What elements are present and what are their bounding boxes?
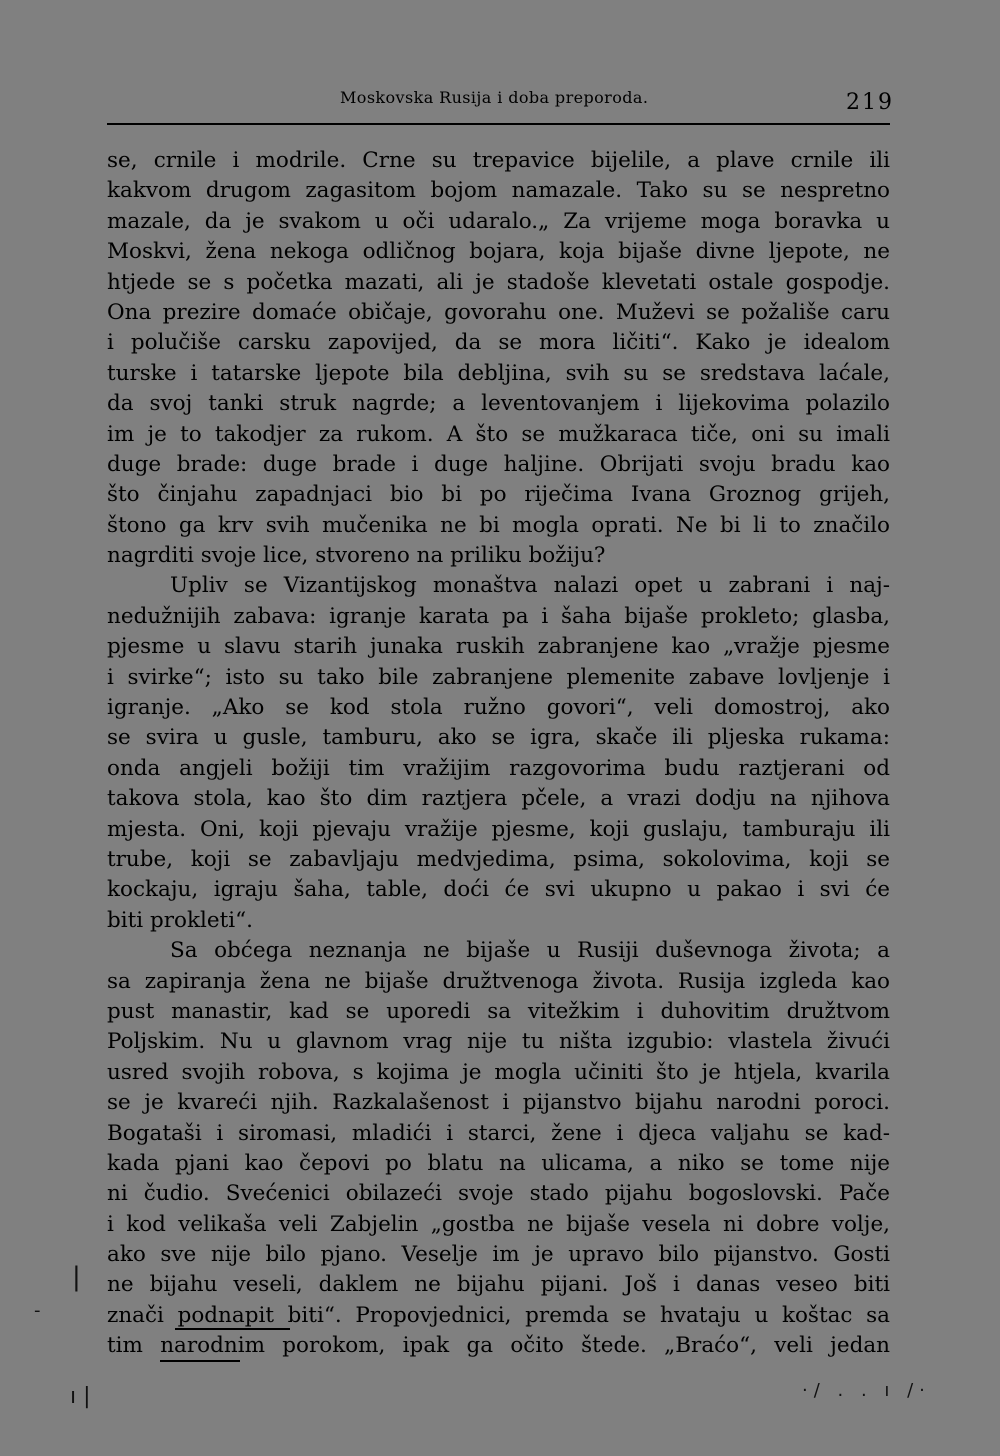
text-line: znači podnapit biti“. Propovjednici, premda se hvataju u koštac sa [107,1302,890,1328]
text-line: se svira u gusle, tamburu, ako se igra, skače ili pljeska rukama: [107,725,890,751]
text-line: trube, koji se zabavljaju medvjedima, psima, sokolovima, koji se [107,846,890,872]
margin-pencil-mark: ı | [70,1384,91,1409]
text-line: igranje. „Ako se kod stola ružno govori“, veli domostroj, ako [107,695,890,721]
text-line: usred svojih robova, s kojima je mogla učiniti što je htjela, kvarila [107,1059,890,1085]
text-line: Bogataši i siromasi, mladići i starci, žene i djeca valjahu se kad- [107,1120,890,1146]
text-line: i svirke“; isto su tako bile zabranjene plemenite zabave lovljenje i [107,664,890,690]
text-line: što činjahu zapadnjaci bio bi po riječima Ivana Groznog grijeh, [107,482,890,508]
text-line: se, crnile i modrile. Crne su trepavice bijelile, a plave crnile ili [107,148,890,173]
margin-pencil-mark: | [72,1262,81,1292]
text-line: kakvom drugom zagasitom bojom namazale. Tako su se nespretno [107,178,890,204]
text-line: tim narodnim porokom, ipak ga očito štede. „Braćo“, veli jedan [107,1333,890,1359]
text-line: nedužnijih zabava: igranje karata pa i šaha bijaše prokleto; glasba, [107,603,890,629]
text-line: Moskvi, žena nekoga odličnog bojara, koja bijaše divne ljepote, ne [107,239,890,265]
text-line: Poljskim. Nu u glavnom vrag nije tu ništa izgubio: vlastela živući [107,1029,890,1055]
text-line: da svoj tanki struk nagrde; a leventovanjem i lijekovima polazilo [107,391,890,417]
text-line: turske i tatarske ljepote bila debljina, svih su se sredstava laćale, [107,360,890,386]
text-line: štono ga krv svih mučenika ne bi mogla oprati. Ne bi li to značilo [107,512,890,538]
text-line: pust manastir, kad se uporedi sa vitežkim i duhovitim družtvom [107,998,890,1024]
text-line: ne bijahu veseli, daklem ne bijahu pijani. Još i danas veseo biti [107,1272,890,1298]
text-line: duge brade: duge brade i duge haljine. Obrijati svoju bradu kao [107,451,890,477]
running-title: Moskovska Rusija i doba preporoda. [340,88,649,107]
text-line: mazale, da je svakom u oči udaralo.„ Za vrijeme moga boravka u [107,208,890,234]
text-line: ni čudio. Svećenici obilazeći svoje stado pijahu bogoslovski. Pače [107,1181,890,1207]
margin-pencil-mark: - [34,1300,41,1321]
text-line: nagrditi svoje lice, stvoreno na priliku božiju? [107,543,606,569]
page-number: 219 [846,90,894,115]
header-rule [107,123,890,125]
text-line: se je kvareći njih. Razkalašenost i pijanstvo bijahu narodni poroci. [107,1090,890,1116]
text-line: im je to takodjer za rukom. A što se mužkaraca tiče, oni su imali [107,421,890,447]
text-line: i polučiše carsku zapovijed, da se mora ličiti“. Kako je idealom [107,330,890,356]
pencil-underline [175,1328,290,1330]
text-line: pjesme u slavu starih junaka ruskih zabranjene kao „vražje pjesme [107,634,890,660]
body-text [107,146,890,1362]
text-line: onda angjeli božiji tim vražijim razgovorima budu raztjerani od [107,755,890,781]
text-line: kada pjani kao čepovi po blatu na ulicama, a niko se tome nije [107,1150,890,1176]
text-line: mjesta. Oni, koji pjevaju vražije pjesme, koji guslaju, tamburaju ili [107,816,890,842]
text-line: kockaju, igraju šaha, table, doći će svi ukupno u pakao i svi će [107,877,890,903]
margin-pencil-mark: ·/ . . ı /· [802,1380,931,1401]
text-line: biti prokleti“. [107,907,253,933]
text-line: Upliv se Vizantijskog monaštva nalazi opet u zabrani i naj- [170,573,890,599]
text-line: ako sve nije bilo pjano. Veselje im je upravo bilo pijanstvo. Gosti [107,1242,890,1268]
text-line: takova stola, kao što dim raztjera pčele, a vrazi dodju na njihova [107,786,890,812]
text-line: i kod velikaša veli Zabjelin „gostba ne bijaše vesela ni dobre volje, [107,1211,890,1237]
text-line: Ona prezire domaće običaje, govorahu one. Muževi se požališe caru [107,299,890,325]
text-line: sa zapiranja žena ne bijaše družtvenoga života. Rusija izgleda kao [107,968,890,994]
pencil-underline [160,1360,240,1362]
text-line: htjede se s početka mazati, ali je stadoše klevetati ostale gospodje. [107,269,890,295]
text-line: Sa obćega neznanja ne bijaše u Rusiji duševnoga života; a [170,938,890,964]
